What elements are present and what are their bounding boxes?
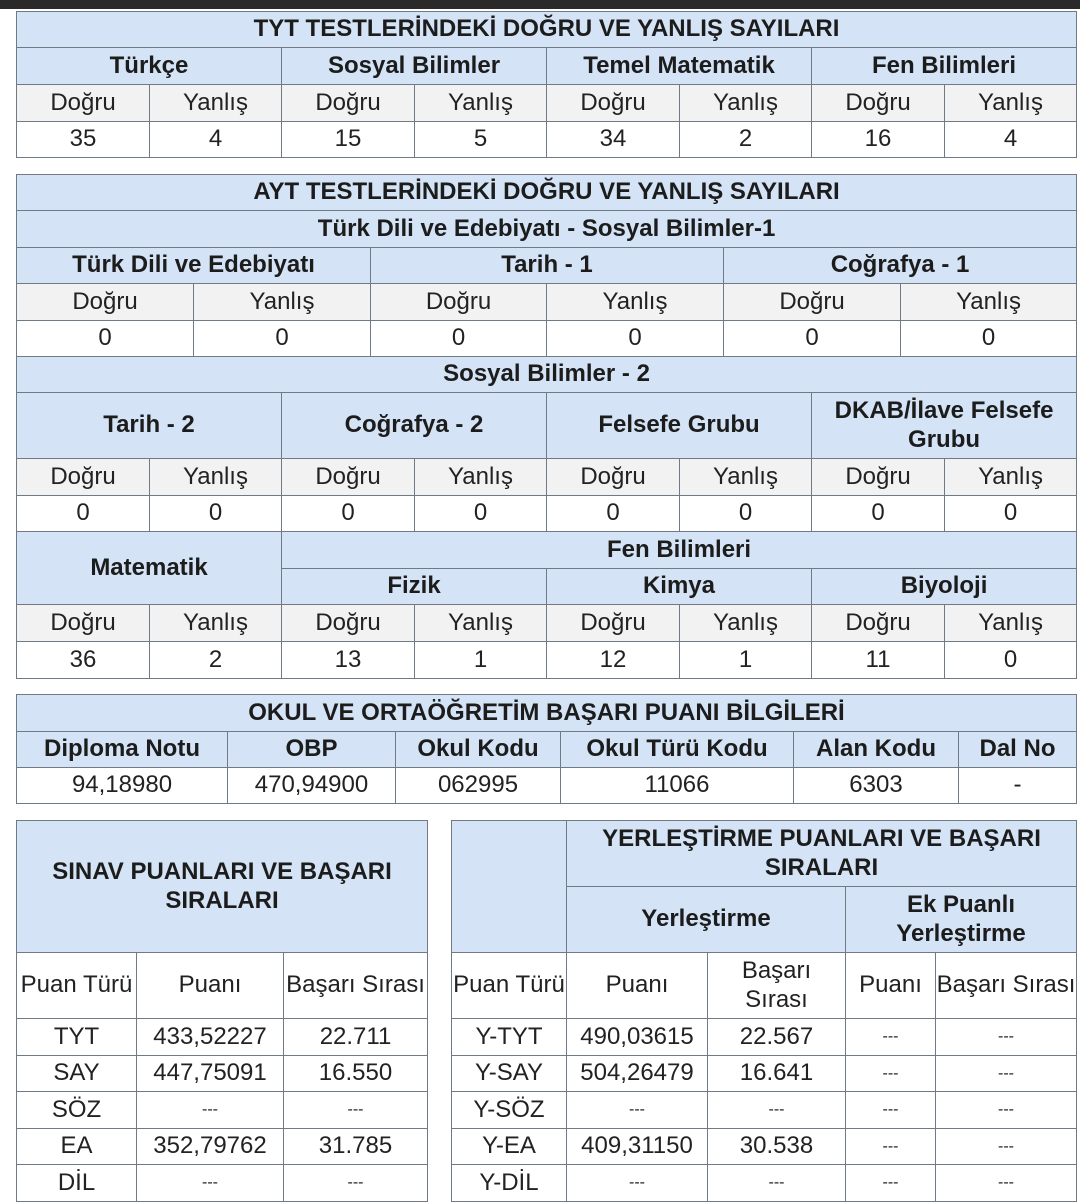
ayt-wrong-label: Yanlış bbox=[150, 459, 282, 496]
ayt-cografya2-wrong: 0 bbox=[415, 496, 547, 532]
ayt-correct-label: Doğru bbox=[724, 284, 901, 321]
placement-col-score: Puanı bbox=[567, 953, 708, 1019]
exam-col-type: Puan Türü bbox=[17, 953, 137, 1019]
ayt-wrong-label: Yanlış bbox=[945, 459, 1077, 496]
school-okul-kodu-value: 062995 bbox=[396, 768, 561, 804]
school-header-okul-turu: Okul Türü Kodu bbox=[561, 732, 794, 768]
placement-empty-corner bbox=[452, 821, 567, 953]
placement-row-type: Y-TYT bbox=[452, 1019, 567, 1056]
ayt-matematik-wrong: 2 bbox=[150, 642, 282, 679]
exam-row-type: SÖZ bbox=[17, 1092, 137, 1129]
tyt-wrong-label: Yanlış bbox=[415, 85, 547, 122]
ayt-tarih1-correct: 0 bbox=[371, 321, 547, 357]
table-row bbox=[452, 1019, 1077, 1056]
ayt-wrong-label: Yanlış bbox=[547, 284, 724, 321]
ayt-title: AYT TESTLERİNDEKİ DOĞRU VE YANLIŞ SAYILARI bbox=[17, 175, 1077, 211]
exam-row-score: 447,75091 bbox=[137, 1056, 284, 1092]
placement-row-score: 409,31150 bbox=[567, 1129, 708, 1165]
ayt-subject-cografya2: Coğrafya - 2 bbox=[282, 393, 547, 459]
tyt-title: TYT TESTLERİNDEKİ DOĞRU VE YANLIŞ SAYILARI bbox=[17, 12, 1077, 48]
ayt-biyoloji-wrong: 0 bbox=[945, 642, 1077, 679]
placement-row-extra-score: --- bbox=[846, 1165, 936, 1202]
exam-scores-title: SINAV PUANLARI VE BAŞARI SIRALARI bbox=[17, 821, 428, 953]
ayt-felsefe-correct: 0 bbox=[547, 496, 680, 532]
placement-row-extra-rank: --- bbox=[936, 1129, 1077, 1165]
school-header-alan-kodu: Alan Kodu bbox=[794, 732, 959, 768]
exam-row-rank: 16.550 bbox=[284, 1056, 428, 1092]
table-row bbox=[17, 1019, 428, 1056]
placement-col-extra-score: Puanı bbox=[846, 953, 936, 1019]
tyt-subject-matematik: Temel Matematik bbox=[547, 48, 812, 85]
table-row bbox=[452, 1056, 1077, 1092]
placement-scores-table bbox=[451, 820, 1077, 1202]
exam-col-score: Puanı bbox=[137, 953, 284, 1019]
tyt-subject-sosyal: Sosyal Bilimler bbox=[282, 48, 547, 85]
tyt-matematik-correct: 34 bbox=[547, 122, 680, 158]
ayt-subject-tarih2: Tarih - 2 bbox=[17, 393, 282, 459]
tyt-subject-fen: Fen Bilimleri bbox=[812, 48, 1077, 85]
placement-row-extra-score: --- bbox=[846, 1092, 936, 1129]
ayt-edebiyat-correct: 0 bbox=[17, 321, 194, 357]
ayt-edebiyat-wrong: 0 bbox=[194, 321, 371, 357]
placement-row-extra-rank: --- bbox=[936, 1019, 1077, 1056]
ayt-wrong-label: Yanlış bbox=[901, 284, 1077, 321]
table-row bbox=[17, 1165, 428, 1202]
placement-row-rank: 16.641 bbox=[708, 1056, 846, 1092]
school-header-okul-kodu: Okul Kodu bbox=[396, 732, 561, 768]
tyt-correct-label: Doğru bbox=[282, 85, 415, 122]
exam-row-rank: --- bbox=[284, 1092, 428, 1129]
placement-col-type: Puan Türü bbox=[452, 953, 567, 1019]
placement-row-rank: 22.567 bbox=[708, 1019, 846, 1056]
school-info-table bbox=[16, 694, 1077, 804]
ayt-dkab-correct: 0 bbox=[812, 496, 945, 532]
table-row bbox=[452, 1129, 1077, 1165]
exam-row-rank: --- bbox=[284, 1165, 428, 1202]
ayt-subject-edebiyat: Türk Dili ve Edebiyatı bbox=[17, 248, 371, 284]
ayt-correct-label: Doğru bbox=[812, 459, 945, 496]
ayt-correct-label: Doğru bbox=[547, 605, 680, 642]
table-row bbox=[452, 1092, 1077, 1129]
placement-row-extra-rank: --- bbox=[936, 1092, 1077, 1129]
placement-row-score: 490,03615 bbox=[567, 1019, 708, 1056]
placement-row-extra-rank: --- bbox=[936, 1165, 1077, 1202]
ayt-dkab-wrong: 0 bbox=[945, 496, 1077, 532]
top-status-bar bbox=[0, 0, 1080, 9]
ayt-group2-title: Sosyal Bilimler - 2 bbox=[17, 357, 1077, 393]
tyt-fen-wrong: 4 bbox=[945, 122, 1077, 158]
placement-row-extra-score: --- bbox=[846, 1129, 936, 1165]
exam-col-rank: Başarı Sırası bbox=[284, 953, 428, 1019]
ayt-biyoloji-correct: 11 bbox=[812, 642, 945, 679]
tyt-sosyal-correct: 15 bbox=[282, 122, 415, 158]
placement-row-extra-rank: --- bbox=[936, 1056, 1077, 1092]
placement-group-label: Yerleştirme bbox=[567, 887, 846, 953]
ayt-wrong-label: Yanlış bbox=[415, 605, 547, 642]
ayt-subject-tarih1: Tarih - 1 bbox=[371, 248, 724, 284]
placement-row-rank: 30.538 bbox=[708, 1129, 846, 1165]
ayt-correct-label: Doğru bbox=[17, 284, 194, 321]
placement-row-score: --- bbox=[567, 1092, 708, 1129]
tyt-correct-label: Doğru bbox=[17, 85, 150, 122]
ayt-wrong-label: Yanlış bbox=[680, 459, 812, 496]
placement-col-extra-rank: Başarı Sırası bbox=[936, 953, 1077, 1019]
tyt-wrong-label: Yanlış bbox=[150, 85, 282, 122]
exam-row-score: 433,52227 bbox=[137, 1019, 284, 1056]
school-diploma-value: 94,18980 bbox=[17, 768, 228, 804]
ayt-fizik-correct: 13 bbox=[282, 642, 415, 679]
exam-scores-table bbox=[16, 820, 428, 1202]
ayt-subject-felsefe: Felsefe Grubu bbox=[547, 393, 812, 459]
ayt-wrong-label: Yanlış bbox=[150, 605, 282, 642]
placement-row-type: Y-DİL bbox=[452, 1165, 567, 1202]
ayt-results-table bbox=[16, 174, 1077, 679]
exam-row-score: --- bbox=[137, 1165, 284, 1202]
ayt-wrong-label: Yanlış bbox=[194, 284, 371, 321]
exam-row-rank: 31.785 bbox=[284, 1129, 428, 1165]
exam-row-type: EA bbox=[17, 1129, 137, 1165]
placement-row-rank: --- bbox=[708, 1092, 846, 1129]
table-row bbox=[452, 1165, 1077, 1202]
ayt-cografya1-correct: 0 bbox=[724, 321, 901, 357]
exam-row-rank: 22.711 bbox=[284, 1019, 428, 1056]
tyt-correct-label: Doğru bbox=[812, 85, 945, 122]
tyt-sosyal-wrong: 5 bbox=[415, 122, 547, 158]
tyt-matematik-wrong: 2 bbox=[680, 122, 812, 158]
school-dal-no-value: - bbox=[959, 768, 1077, 804]
ayt-tarih1-wrong: 0 bbox=[547, 321, 724, 357]
ayt-felsefe-wrong: 0 bbox=[680, 496, 812, 532]
ayt-cografya1-wrong: 0 bbox=[901, 321, 1077, 357]
placement-col-rank: Başarı Sırası bbox=[708, 953, 846, 1019]
ayt-correct-label: Doğru bbox=[812, 605, 945, 642]
exam-row-type: TYT bbox=[17, 1019, 137, 1056]
ayt-correct-label: Doğru bbox=[282, 605, 415, 642]
ayt-correct-label: Doğru bbox=[547, 459, 680, 496]
table-row bbox=[17, 1056, 428, 1092]
ayt-tarih2-wrong: 0 bbox=[150, 496, 282, 532]
ayt-kimya-wrong: 1 bbox=[680, 642, 812, 679]
table-row bbox=[17, 1129, 428, 1165]
tyt-fen-correct: 16 bbox=[812, 122, 945, 158]
placement-extra-group-label: Ek Puanlı Yerleştirme bbox=[846, 887, 1077, 953]
ayt-cografya2-correct: 0 bbox=[282, 496, 415, 532]
ayt-subject-kimya: Kimya bbox=[547, 569, 812, 605]
school-header-obp: OBP bbox=[228, 732, 396, 768]
exam-row-type: SAY bbox=[17, 1056, 137, 1092]
placement-row-type: Y-SÖZ bbox=[452, 1092, 567, 1129]
placement-row-score: --- bbox=[567, 1165, 708, 1202]
table-row bbox=[17, 1092, 428, 1129]
ayt-matematik-correct: 36 bbox=[17, 642, 150, 679]
exam-row-score: --- bbox=[137, 1092, 284, 1129]
ayt-science-title: Fen Bilimleri bbox=[282, 532, 1077, 569]
tyt-wrong-label: Yanlış bbox=[945, 85, 1077, 122]
ayt-subject-biyoloji: Biyoloji bbox=[812, 569, 1077, 605]
tyt-correct-label: Doğru bbox=[547, 85, 680, 122]
placement-row-extra-score: --- bbox=[846, 1056, 936, 1092]
ayt-correct-label: Doğru bbox=[371, 284, 547, 321]
ayt-correct-label: Doğru bbox=[17, 605, 150, 642]
ayt-subject-cografya1: Coğrafya - 1 bbox=[724, 248, 1077, 284]
placement-row-extra-score: --- bbox=[846, 1019, 936, 1056]
tyt-turkce-correct: 35 bbox=[17, 122, 150, 158]
exam-row-type: DİL bbox=[17, 1165, 137, 1202]
ayt-wrong-label: Yanlış bbox=[415, 459, 547, 496]
tyt-subject-turkce: Türkçe bbox=[17, 48, 282, 85]
tyt-turkce-wrong: 4 bbox=[150, 122, 282, 158]
placement-row-type: Y-SAY bbox=[452, 1056, 567, 1092]
school-header-dal-no: Dal No bbox=[959, 732, 1077, 768]
exam-row-score: 352,79762 bbox=[137, 1129, 284, 1165]
school-okul-turu-value: 11066 bbox=[561, 768, 794, 804]
placement-row-type: Y-EA bbox=[452, 1129, 567, 1165]
ayt-tarih2-correct: 0 bbox=[17, 496, 150, 532]
placement-title: YERLEŞTİRME PUANLARI VE BAŞARI SIRALARI bbox=[567, 821, 1077, 887]
ayt-subject-dkab: DKAB/İlave Felsefe Grubu bbox=[812, 393, 1077, 459]
ayt-subject-fizik: Fizik bbox=[282, 569, 547, 605]
placement-row-rank: --- bbox=[708, 1165, 846, 1202]
tyt-wrong-label: Yanlış bbox=[680, 85, 812, 122]
ayt-wrong-label: Yanlış bbox=[680, 605, 812, 642]
school-obp-value: 470,94900 bbox=[228, 768, 396, 804]
school-alan-kodu-value: 6303 bbox=[794, 768, 959, 804]
school-header-diploma: Diploma Notu bbox=[17, 732, 228, 768]
school-title: OKUL VE ORTAÖĞRETİM BAŞARI PUANI BİLGİLERİ bbox=[17, 695, 1077, 732]
ayt-fizik-wrong: 1 bbox=[415, 642, 547, 679]
ayt-wrong-label: Yanlış bbox=[945, 605, 1077, 642]
ayt-correct-label: Doğru bbox=[282, 459, 415, 496]
placement-row-score: 504,26479 bbox=[567, 1056, 708, 1092]
tyt-results-table bbox=[16, 11, 1077, 158]
ayt-group1-title: Türk Dili ve Edebiyatı - Sosyal Bilimler-1 bbox=[17, 211, 1077, 248]
ayt-subject-matematik: Matematik bbox=[17, 532, 282, 605]
ayt-correct-label: Doğru bbox=[17, 459, 150, 496]
ayt-kimya-correct: 12 bbox=[547, 642, 680, 679]
